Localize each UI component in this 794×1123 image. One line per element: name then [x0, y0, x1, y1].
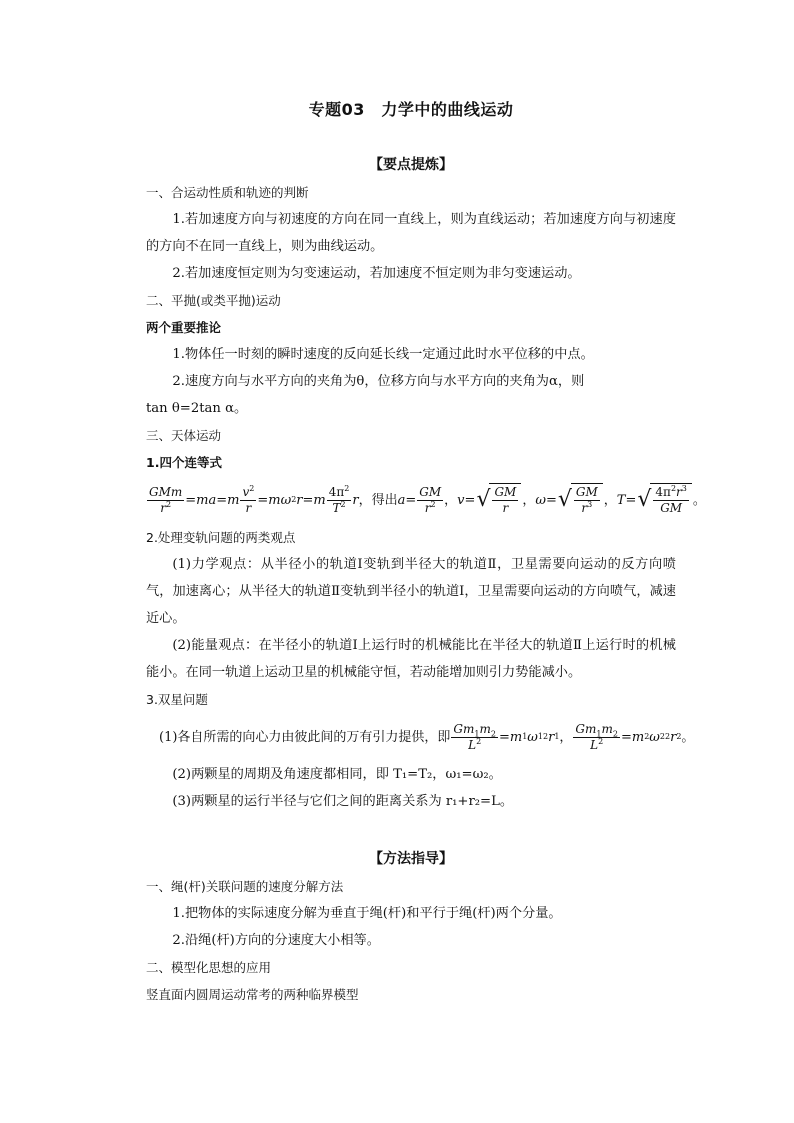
paragraph-rope-2: 2.沿绳(杆)方向的分速度大小相等。	[172, 933, 380, 948]
heading-motion-nature: 一、合运动性质和轨迹的判断	[146, 185, 309, 200]
paragraph-binary-period: (2)两颗星的周期及角速度都相同，即 T₁=T₂，ω₁=ω₂。	[172, 767, 502, 782]
page-title: 专题03 力学中的曲线运动	[308, 100, 514, 119]
paragraph-projectile-3: tan θ=2tan α。	[146, 401, 248, 416]
formula-four-equalities: $\frac{\text{GMm}}{r^2}$ = ma = m $\frac{v^2}{r}$ = mω 2 r = m $\frac{4\pi^2}{T^2}$ r ，得出 a = $\frac{GM}{r^2}$ ， v = √ $\frac{GM}{r}$ ， ω = √ $\frac{GM}{r^3}$ ， T = √ $\frac{4\pi^2r^3}{GM}$ 。	[149, 483, 706, 515]
subheading-critical-models: 竖直面内圆周运动常考的两种临界模型	[146, 987, 359, 1002]
section-heading-method-guide: 【方法指导】	[369, 851, 453, 867]
subheading-binary-star: 3.双星问题	[146, 692, 208, 707]
paragraph-motion-1: 1.若加速度方向与初速度的方向在同一直线上，则为直线运动；若加速度方向与初速度的方向不在同一直线上，则为曲线运动。	[146, 212, 676, 254]
heading-projectile: 二、平抛(或类平抛)运动	[146, 293, 281, 308]
heading-celestial: 三、天体运动	[146, 428, 222, 443]
heading-rope-rod: 一、绳(杆)关联问题的速度分解方法	[146, 879, 344, 894]
formula-binary-star: (1)各自所需的向心力由彼此间的万有引力提供，即 $\frac{Gm_1m_2}{L^2}$ = m 1 ω 1 2 r 1 ， $\frac{Gm_1m_2}{L^2}$ = m 2 ω 2 2 r 2 。	[159, 721, 695, 752]
paragraph-binary-radius: (3)两颗星的运行半径与它们之间的距离关系为 r₁+r₂=L。	[172, 794, 514, 809]
subheading-two-inferences: 两个重要推论	[146, 320, 222, 335]
paragraph-motion-2: 2.若加速度恒定则为匀变速运动，若加速度不恒定则为非匀变速运动。	[172, 266, 581, 281]
section-heading-key-points: 【要点提炼】	[369, 157, 453, 173]
paragraph-orbit-mechanics: (1)力学观点：从半径小的轨道Ⅰ变轨到半径大的轨道Ⅱ，卫星需要向运动的反方向喷气，加速离心；从半径大的轨道Ⅱ变轨到半径小的轨道Ⅰ，卫星需要向运动的方向喷气，减速近心。	[146, 557, 676, 626]
paragraph-projectile-2: 2.速度方向与水平方向的夹角为θ，位移方向与水平方向的夹角为α，则	[172, 374, 585, 389]
paragraph-orbit-energy: (2)能量观点：在半径小的轨道Ⅰ上运行时的机械能比在半径大的轨道Ⅱ上运行时的机械能小。在同一轨道上运动卫星的机械能守恒，若动能增加则引力势能减小。	[146, 638, 676, 680]
paragraph-rope-1: 1.把物体的实际速度分解为垂直于绳(杆)和平行于绳(杆)两个分量。	[172, 906, 562, 921]
subheading-four-equalities: 1.四个连等式	[146, 455, 222, 470]
document-content	[146, 96, 706, 1008]
paragraph-projectile-1: 1.物体任一时刻的瞬时速度的反向延长线一定通过此时水平位移的中点。	[172, 347, 594, 362]
subheading-orbit-change: 2.处理变轨问题的两类观点	[146, 530, 296, 545]
heading-modeling: 二、模型化思想的应用	[146, 960, 272, 975]
